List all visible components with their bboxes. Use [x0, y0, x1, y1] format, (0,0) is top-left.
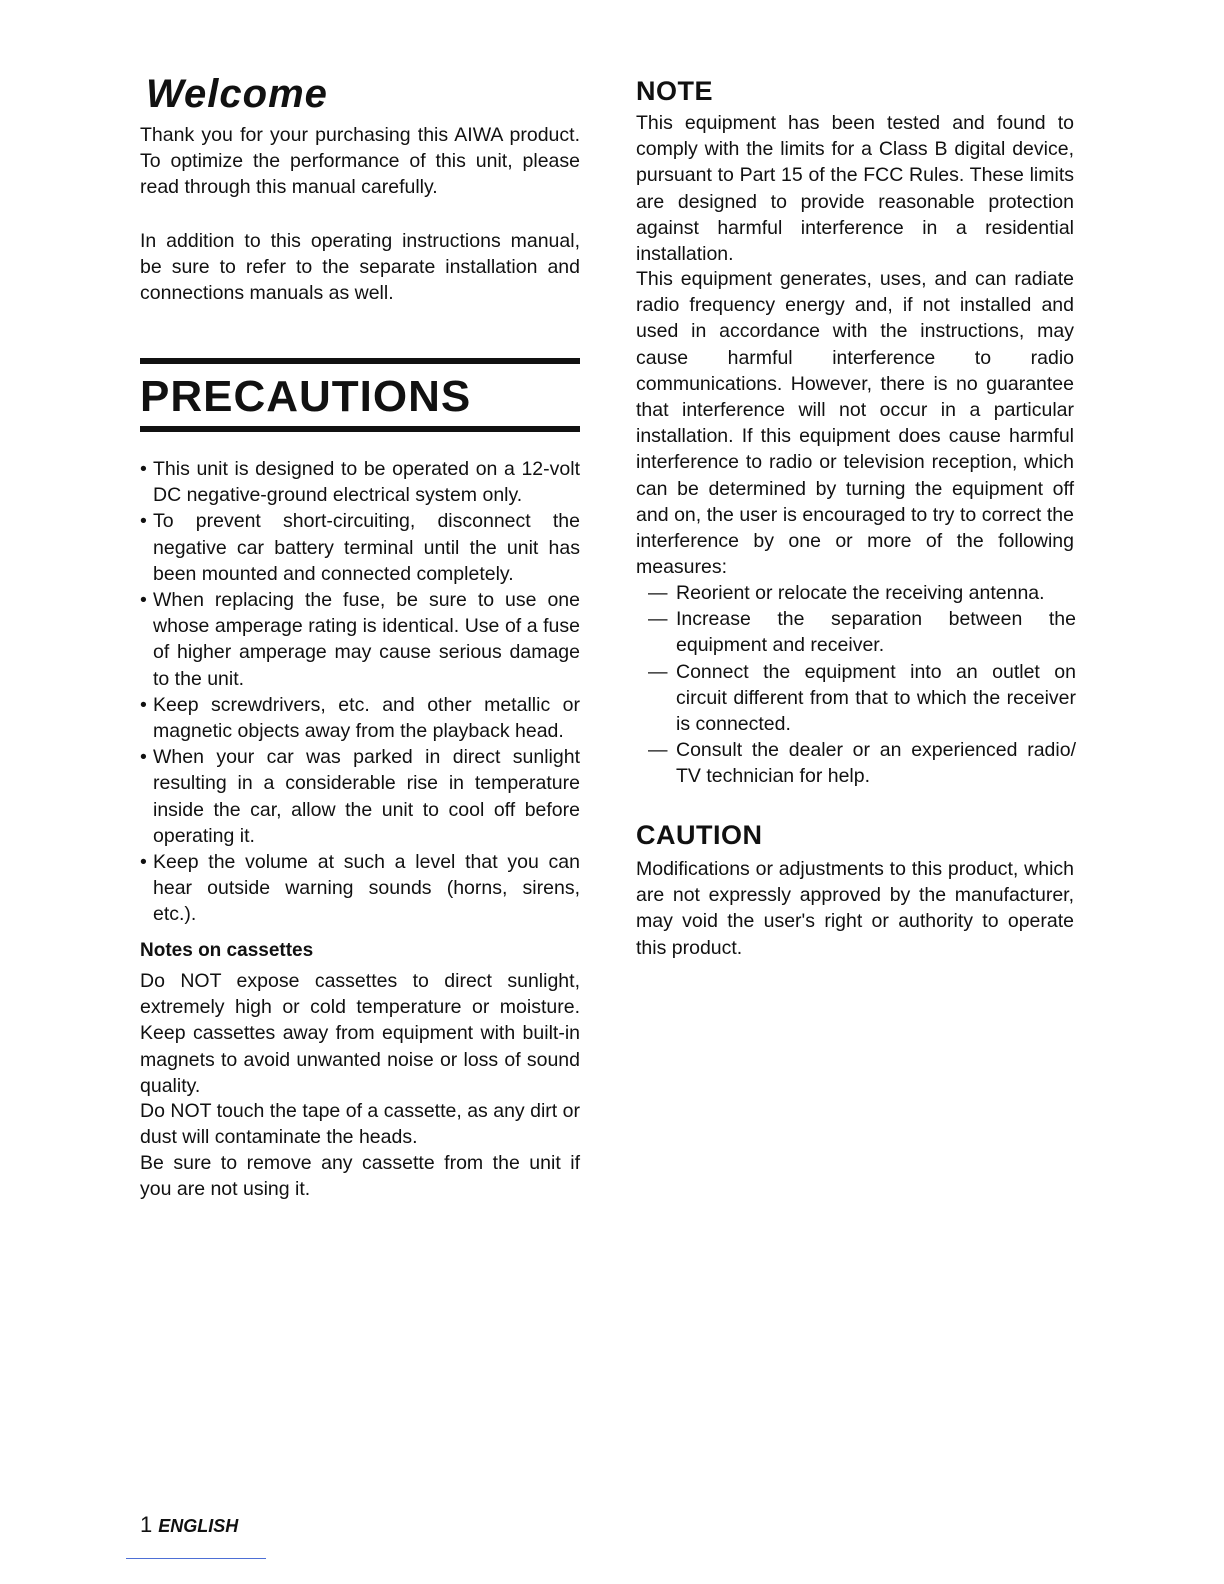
precaution-item: • When replacing the fuse, be sure to use one whose amperage rating is identical. Use of a fuse of higher amperage may cause serious damage to the unit.: [140, 587, 580, 692]
measure-item: — Consult the dealer or an experienced radio/ TV technician for help.: [636, 737, 1076, 789]
precaution-item: • Keep the volume at such a level that you can hear outside warning sounds (horns, sirens, etc.).: [140, 849, 580, 928]
precaution-item: • Keep screwdrivers, etc. and other metallic or magnetic objects away from the playback head.: [140, 692, 580, 744]
fcc-compliance-paragraph: This equipment has been tested and found to comply with the limits for a Class B digital device, pursuant to Part 15 of the FCC Rules. These limits are designed to provide reasonable protection against harmful interference in a residential installation.: [636, 112, 1074, 266]
measure-item: — Connect the equipment into an outlet on circuit different from that to which the receiver is connected.: [636, 659, 1076, 738]
precaution-item: • To prevent short-circuiting, disconnect the negative car battery terminal until the unit has been mounted and connected completely.: [140, 508, 580, 587]
cassette-note-paragraph: Do NOT expose cassettes to direct sunlight, extremely high or cold temperature or moisture. Keep cassettes away from equipment with built-in magnets to avoid unwanted noise or loss of sound quality.: [140, 970, 580, 1097]
notes-on-cassettes-title: Notes on cassettes: [140, 940, 314, 961]
precaution-item: • This unit is designed to be operated on a 12-volt DC negative-ground electrical system only.: [140, 456, 580, 508]
caution-title: CAUTION: [636, 820, 763, 850]
footer-rule: [126, 1558, 266, 1559]
fcc-interference-paragraph: This equipment generates, uses, and can radiate radio frequency energy and, if not installed and used in accordance with the instructions, may cause harmful interference to radio communications. However, there is no guarantee that interference will not occur in a particular installation. If this equipment does cause harmful interference to radio or television reception, which can be determined by turning the equipment off and on, the user is encouraged to try to correct the interference by one or more of the following measures:: [636, 268, 1074, 579]
page-number: 1: [140, 1512, 153, 1537]
precautions-title: PRECAUTIONS: [140, 372, 472, 421]
note-title: NOTE: [636, 76, 714, 106]
caution-paragraph: Modifications or adjustments to this product, which are not expressly approved by the manufacturer, may void the user's right or authority to operate this product.: [636, 858, 1074, 959]
precaution-item: • When your car was parked in direct sunlight resulting in a considerable rise in temperature inside the car, allow the unit to cool off before operating it.: [140, 744, 580, 849]
precautions-list: [140, 456, 580, 928]
page-footer: [140, 1512, 238, 1538]
welcome-title: Welcome: [146, 72, 328, 116]
measure-item: — Reorient or relocate the receiving antenna.: [636, 580, 1076, 606]
cassette-note-paragraph: Do NOT touch the tape of a cassette, as any dirt or dust will contaminate the heads.: [140, 1100, 580, 1149]
measure-item: — Increase the separation between the equipment and receiver.: [636, 606, 1076, 658]
welcome-intro-paragraph: Thank you for your purchasing this AIWA product. To optimize the performance of this unit, please read through this manual carefully.: [140, 124, 580, 199]
welcome-manuals-paragraph: In addition to this operating instructions manual, be sure to refer to the separate installation and connections manuals as well.: [140, 230, 580, 305]
precautions-top-rule: [140, 358, 580, 364]
cassette-note-paragraph: Be sure to remove any cassette from the unit if you are not using it.: [140, 1152, 580, 1201]
language-label: ENGLISH: [158, 1516, 239, 1536]
interference-measures-list: [636, 580, 1076, 790]
precautions-bottom-rule: [140, 426, 580, 432]
